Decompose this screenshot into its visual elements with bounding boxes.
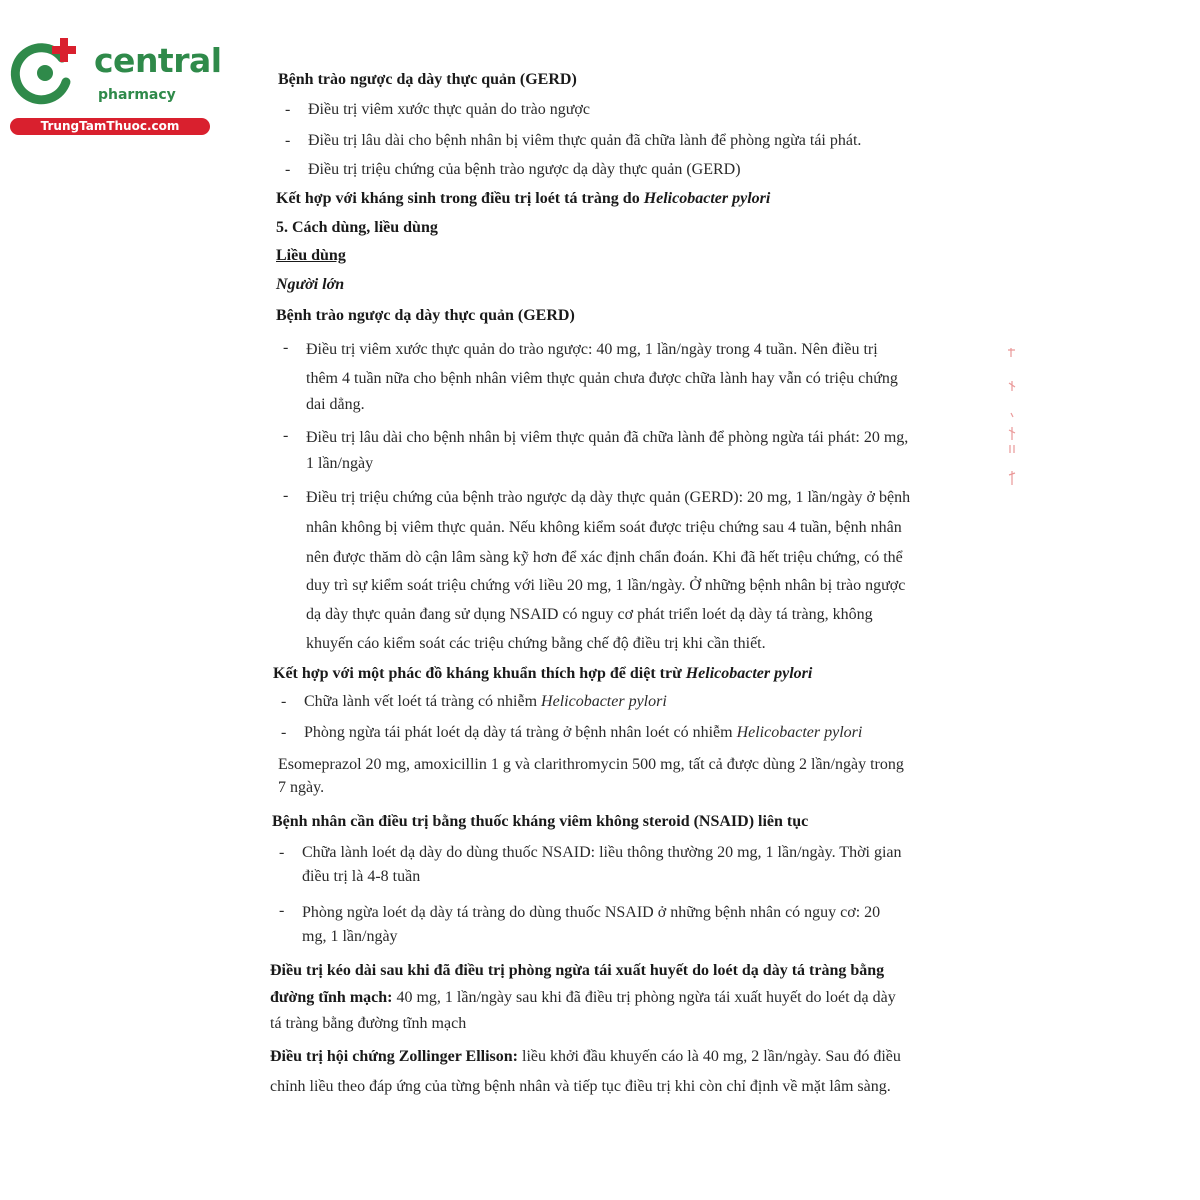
hp2-item-1-text: Chữa lành vết loét tá tràng có nhiễm	[304, 693, 542, 710]
dosage-label: Liều dùng	[276, 247, 346, 264]
bullet-dash: -	[279, 902, 285, 919]
hp2-item-1-organism: Helicobacter pylori	[541, 693, 667, 710]
bullet-dash: -	[285, 161, 291, 178]
gerd2-item1-line1: Điều trị viêm xước thực quản do trào ngược: 40 mg, 1 lần/ngày trong 4 tuần. Nên điều trị	[306, 341, 878, 358]
bullet-dash: -	[281, 693, 287, 710]
logo-brand-name: central	[94, 41, 222, 80]
gerd1-item-2: Điều trị lâu dài cho bệnh nhân bị viêm thực quản đã chữa lành để phòng ngừa tái phát.	[308, 132, 862, 149]
gerd2-item2-line2: 1 lần/ngày	[306, 455, 374, 472]
regimen-line-1: Esomeprazol 20 mg, amoxicillin 1 g và clarithromycin 500 mg, tất cả được dùng 2 lần/ngày trong	[278, 756, 904, 773]
gerd-heading-1: Bệnh trào ngược dạ dày thực quản (GERD)	[278, 71, 577, 88]
gerd2-item1-line2: thêm 4 tuần nữa cho bệnh nhân viêm thực quản chưa được chữa lành hay vẫn có triệu chứng	[306, 370, 898, 387]
ze-line1-text: liều khởi đầu khuyến cáo là 40 mg, 2 lần/ngày. Sau đó điều	[518, 1048, 901, 1065]
bleed-line2	[270, 988, 896, 1008]
bullet-dash: -	[281, 724, 287, 741]
hp-heading-1-text: Kết hợp với kháng sinh trong điều trị loét tá tràng do	[276, 190, 644, 207]
gerd2-item3-line4: duy trì sự kiểm soát triệu chứng với liều 20 mg, 1 lần/ngày. Ở những bệnh nhân bị trào ngược	[306, 577, 906, 594]
gerd2-item3-line5: dạ dày thực quản đang sử dụng NSAID có nguy cơ phát triển loét dạ dày tá tràng, không	[306, 606, 873, 623]
bullet-dash: -	[285, 132, 291, 149]
nsaid-item1-line1: Chữa lành loét dạ dày do dùng thuốc NSAID: liều thông thường 20 mg, 1 lần/ngày. Thời gian	[302, 844, 902, 861]
bullet-dash: -	[285, 101, 291, 118]
logo-brand-sub: pharmacy	[98, 87, 176, 103]
bleed-line3: tá tràng bằng đường tĩnh mạch	[270, 1015, 467, 1032]
bullet-dash: -	[279, 844, 285, 861]
gerd2-item3-line3: nên được thăm dò cận lâm sàng kỹ hơn để xác định chẩn đoán. Khi đã hết triệu chứng, có thể	[306, 549, 903, 566]
bleed-heading-line1: Điều trị kéo dài sau khi đã điều trị phòng ngừa tái xuất huyết do loét dạ dày tá tràng bằng	[270, 962, 885, 979]
regimen-line-2: 7 ngày.	[278, 779, 325, 796]
bleed-line2-bold: đường tĩnh mạch:	[270, 989, 393, 1006]
hp-heading-1-organism: Helicobacter pylori	[643, 190, 771, 207]
bullet-dash: -	[283, 427, 289, 444]
nsaid-heading: Bệnh nhân cần điều trị bằng thuốc kháng viêm không steroid (NSAID) liên tục	[272, 813, 809, 830]
ze-line1-bold: Điều trị hội chứng Zollinger Ellison:	[270, 1048, 518, 1065]
hp-heading-2-text: Kết hợp với một phác đồ kháng khuẩn thích hợp để diệt trừ	[273, 665, 686, 682]
ze-line1	[270, 1047, 901, 1067]
hp-heading-1	[276, 189, 770, 209]
gerd1-item-1: Điều trị viêm xước thực quản do trào ngược	[308, 101, 590, 118]
hp-heading-2	[273, 664, 812, 684]
gerd2-item1-line3: dai dẳng.	[306, 396, 365, 413]
gerd2-item3-line6: khuyến cáo kiểm soát các triệu chứng bằng chế độ điều trị khi cần thiết.	[306, 635, 766, 652]
nsaid-item2-line1: Phòng ngừa loét dạ dày tá tràng do dùng thuốc NSAID ở những bệnh nhân có nguy cơ: 20	[302, 904, 881, 921]
gerd2-item3-line1: Điều trị triệu chứng của bệnh trào ngược dạ dày thực quản (GERD): 20 mg, 1 lần/ngày ở bệnh	[306, 489, 911, 506]
hp2-item-2	[304, 723, 862, 743]
gerd2-item3-line2: nhân không bị viêm thực quản. Nếu không kiểm soát được triệu chứng sau 4 tuần, bệnh nhân	[306, 519, 902, 536]
bullet-dash: -	[283, 339, 289, 356]
section-5-title: 5. Cách dùng, liều dùng	[276, 219, 438, 236]
nsaid-item2-line2: mg, 1 lần/ngày	[302, 928, 398, 945]
nsaid-item1-line2: điều trị là 4-8 tuần	[302, 868, 421, 885]
bullet-dash: -	[283, 487, 289, 504]
hp-heading-2-organism: Helicobacter pylori	[685, 665, 813, 682]
hp2-item-2-organism: Helicobacter pylori	[736, 724, 863, 741]
hp2-item-1	[304, 692, 667, 712]
gerd2-item2-line1: Điều trị lâu dài cho bệnh nhân bị viêm thực quản đã chữa lành để phòng ngừa tái phát: 20 mg,	[306, 429, 909, 446]
logo-website-banner: TrungTamThuoc.com	[10, 118, 210, 135]
adult-label: Người lớn	[276, 276, 345, 293]
gerd-heading-2: Bệnh trào ngược dạ dày thực quản (GERD)	[276, 307, 575, 324]
bleed-line2-text: 40 mg, 1 lần/ngày sau khi đã điều trị phòng ngừa tái xuất huyết do loét dạ dày	[392, 989, 896, 1006]
hp2-item-2-text: Phòng ngừa tái phát loét dạ dày tá tràng ở bệnh nhân loét có nhiễm	[304, 724, 737, 741]
gerd1-item-3: Điều trị triệu chứng của bệnh trào ngược dạ dày thực quản (GERD)	[308, 161, 741, 178]
ze-line2: chỉnh liều theo đáp ứng của từng bệnh nhân và tiếp tục điều trị khi còn chỉ định về mặt lâm sàng.	[270, 1078, 891, 1095]
